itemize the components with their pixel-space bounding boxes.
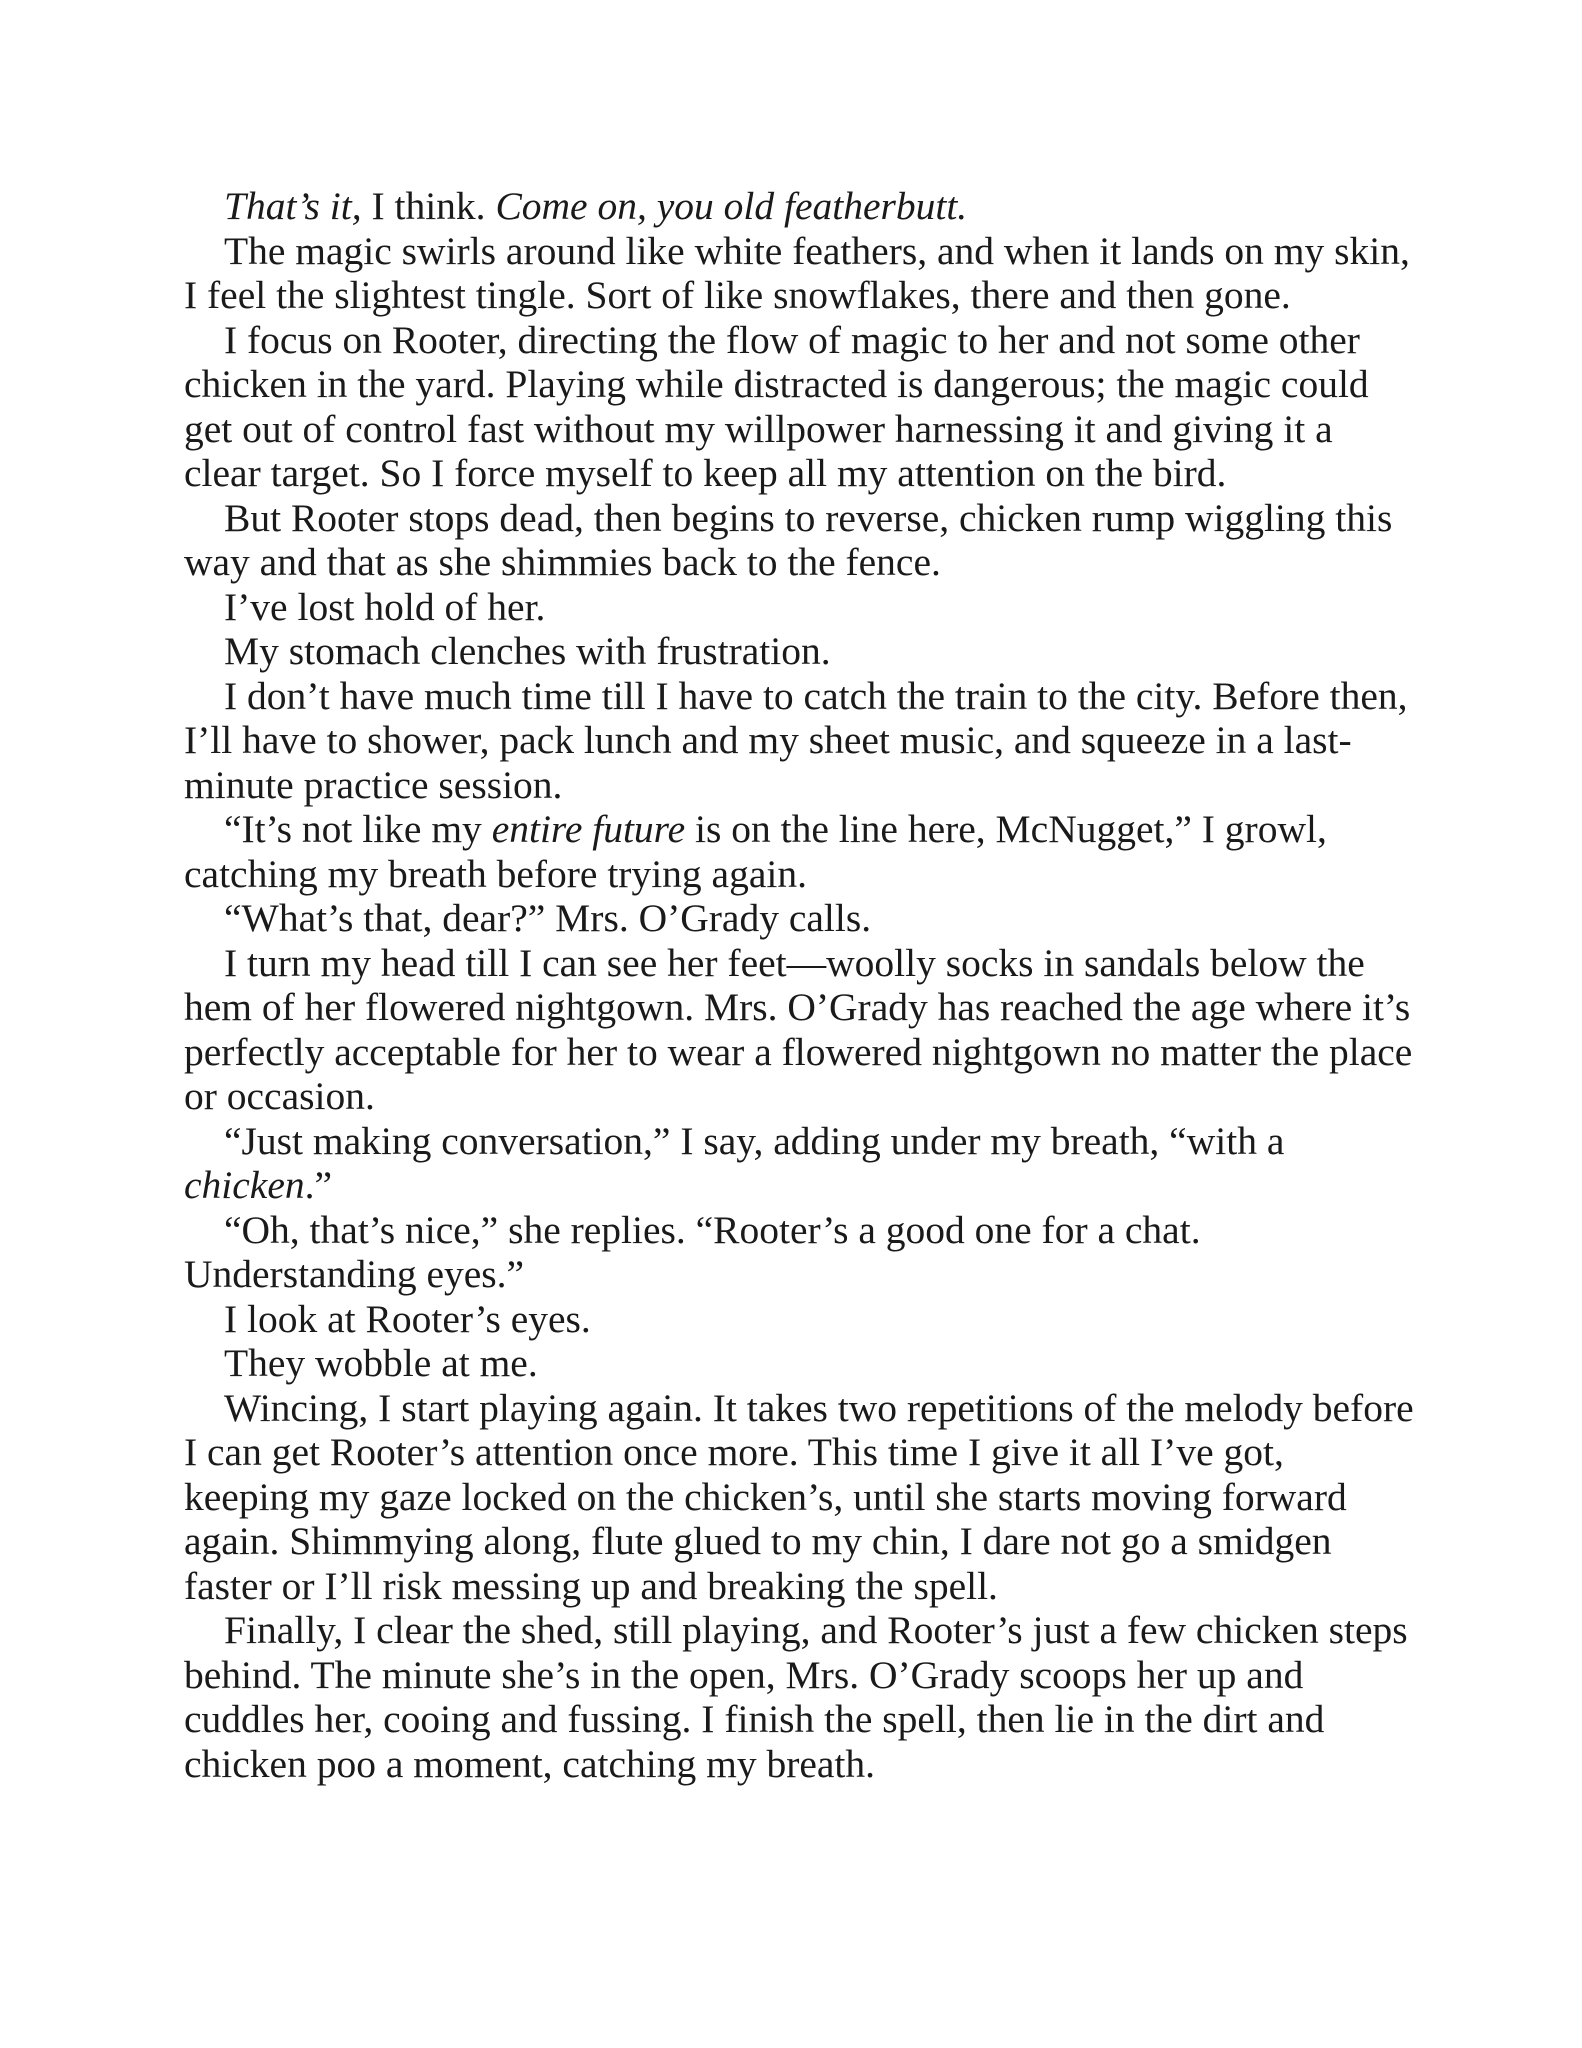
text-run: I think. <box>361 184 496 228</box>
text-run: My stomach clenches with frustration. <box>224 629 831 673</box>
paragraph-8 <box>184 807 1414 896</box>
paragraph-11 <box>184 1119 1414 1208</box>
text-run: But Rooter stops dead, then begins to reverse, chicken rump wiggling this way and that as she shimmies back to the fence. <box>184 495 1393 584</box>
text-run: “Just making conversation,” I say, adding under my breath, “with a <box>224 1118 1285 1163</box>
paragraph-16 <box>184 1608 1414 1786</box>
text-run: I don’t have much time till I have to catch the train to the city. Before then, I’ll have to shower, pack lunch and my sheet music, and squeeze in a last-minute practice session. <box>184 673 1408 807</box>
text-run: “It’s not like my <box>224 807 492 851</box>
text-run: entire future <box>491 807 686 851</box>
text-run: The magic swirls around like white feathers, and when it lands on my skin, I feel the slightest tingle. Sort of like snowflakes, there and then gone. <box>184 228 1410 317</box>
text-run: Come on, you old featherbutt. <box>495 184 968 228</box>
text-run: Wincing, I start playing again. It takes two repetitions of the melody before I can get Rooter’s attention once more. This time I give it all I’ve got, keeping my gaze locked on the chicken’s, until she starts moving forward again. Shimmying along, flute glued to my chin, I dare not go a smidgen faster or I’ll risk messing up and breaking the spell. <box>184 1385 1414 1608</box>
paragraph-9 <box>184 896 1414 941</box>
paragraph-4 <box>184 496 1414 585</box>
text-run: I look at Rooter’s eyes. <box>224 1296 591 1341</box>
paragraph-3 <box>184 318 1414 496</box>
paragraph-2 <box>184 229 1414 318</box>
paragraph-1 <box>184 184 1414 229</box>
text-run: I focus on Rooter, directing the flow of magic to her and not some other chicken in the yard. Playing while distracted is dangerous; the magic could get out of control fast without my willpower harnessing it and giving it a clear target. So I force myself to keep all my attention on the bird. <box>184 317 1369 495</box>
paragraph-7 <box>184 674 1414 808</box>
paragraph-14 <box>184 1341 1414 1386</box>
text-run: “Oh, that’s nice,” she replies. “Rooter’s a good one for a chat. Understanding eyes.” <box>184 1207 1201 1296</box>
text-run: They wobble at me. <box>224 1341 538 1385</box>
text-run: I turn my head till I can see her feet—woolly socks in sandals below the hem of her flowered nightgown. Mrs. O’Grady has reached the age where it’s perfectly acceptable for her to wear a flowered nightgown no matter the place or occasion. <box>184 940 1413 1118</box>
text-run: “What’s that, dear?” Mrs. O’Grady calls. <box>224 896 872 940</box>
paragraph-6 <box>184 629 1414 674</box>
text-run: .” <box>304 1163 333 1207</box>
text-run: chicken <box>184 1163 305 1207</box>
text-run: Finally, I clear the shed, still playing, and Rooter’s just a few chicken steps behind. The minute she’s in the open, Mrs. O’Grady scoops her up and cuddles her, cooing and fussing. I finish the spell, then lie in the dirt and chicken poo a moment, catching my breath. <box>184 1608 1408 1786</box>
paragraph-5 <box>184 585 1414 630</box>
paragraph-12 <box>184 1208 1414 1297</box>
manuscript-page <box>184 184 1414 1786</box>
paragraph-15 <box>184 1386 1414 1609</box>
text-run: is on the line here, McNugget,” I growl, catching my breath before trying again. <box>184 807 1327 896</box>
text-run: I’ve lost hold of her. <box>224 584 546 629</box>
text-run: That’s it, <box>224 184 362 228</box>
paragraph-13 <box>184 1297 1414 1342</box>
paragraph-10 <box>184 941 1414 1119</box>
